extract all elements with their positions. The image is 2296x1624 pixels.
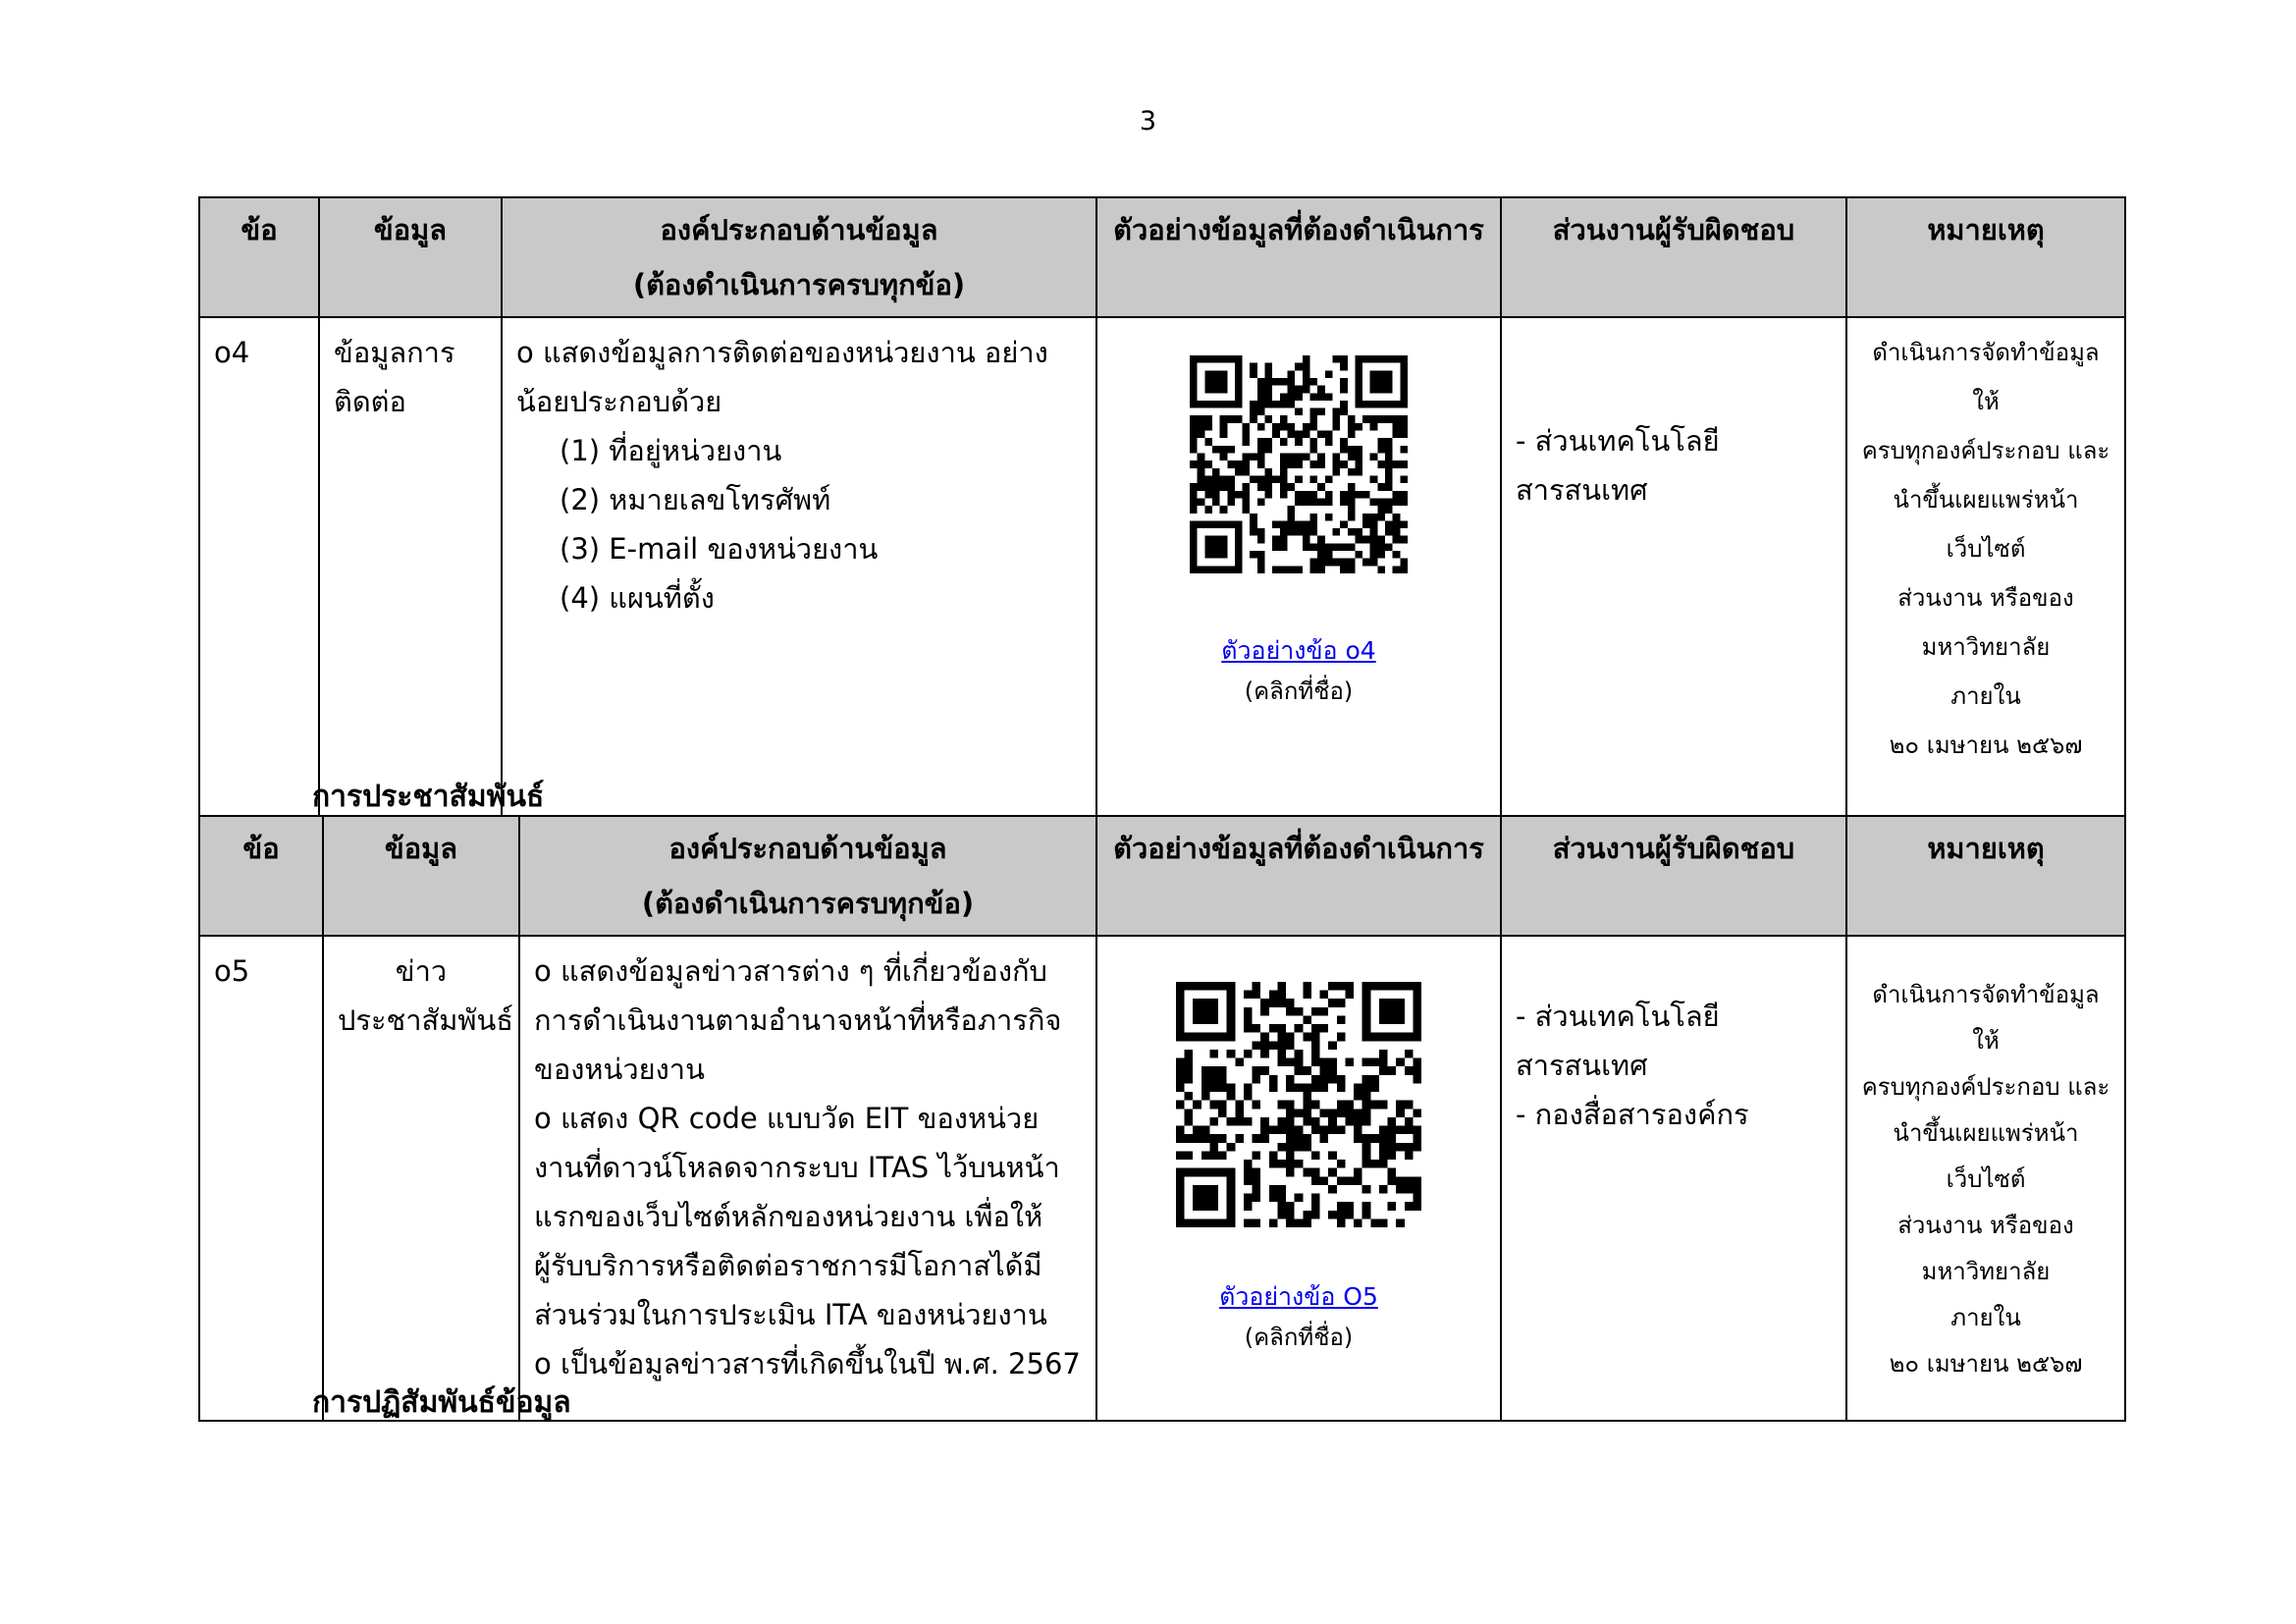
component-item: (2) หมายเลขโทรศัพท์	[560, 483, 831, 516]
responsible-unit: - ส่วนเทคโนโลยีสารสนเทศ	[1516, 1000, 1720, 1082]
row-component	[519, 936, 1096, 1421]
click-note: (คลิกที่ชื่อ)	[1244, 677, 1354, 705]
component-item: (4) แผนที่ตั้ง	[560, 581, 715, 615]
row-remark	[1846, 936, 2125, 1421]
click-note: (คลิกที่ชื่อ)	[1244, 1324, 1354, 1351]
table-header-row	[199, 816, 2125, 936]
responsible-unit: - ส่วนเทคโนโลยีสารสนเทศ	[1516, 424, 1720, 507]
header-no: ข้อ	[199, 816, 323, 936]
row-responsible	[1501, 317, 1846, 859]
remark-line: ครบทุกองค์ประกอบ และ	[1861, 1073, 2110, 1101]
header-component	[519, 816, 1096, 936]
row-info-line2: ติดต่อ	[334, 385, 406, 418]
header-component	[502, 197, 1096, 317]
remark-line: นำขึ้นเผยแพร่หน้าเว็บไซต์	[1893, 486, 2079, 563]
remark-line: ๒๐ เมษายน ๒๕๖๗	[1889, 1350, 2083, 1378]
component-item: (1) ที่อยู่หน่วยงาน	[560, 434, 782, 467]
row-example	[1096, 936, 1501, 1421]
table-row	[199, 936, 2125, 1421]
remark-line: นำขึ้นเผยแพร่หน้าเว็บไซต์	[1893, 1119, 2079, 1193]
remark-line: ภายใน	[1950, 682, 2021, 710]
remark-line: มหาวิทยาลัย	[1921, 633, 2051, 661]
header-remark: หมายเหตุ	[1846, 816, 2125, 936]
row-no: o5	[199, 936, 323, 1421]
component-item: (3) E-mail ของหน่วยงาน	[560, 532, 879, 566]
remark-line: ๒๐ เมษายน ๒๕๖๗	[1889, 731, 2083, 759]
remark-line: ภายใน	[1950, 1304, 2021, 1331]
component-paragraph: o เป็นข้อมูลข่าวสารที่เกิดขึ้นในปี พ.ศ. 2567	[534, 1347, 1081, 1380]
section-heading-interaction: การปฏิสัมพันธ์ข้อมูล	[312, 1385, 571, 1420]
remark-line: ดำเนินการจัดทำข้อมูลให้	[1872, 339, 2100, 415]
remark-line: ดำเนินการจัดทำข้อมูลให้	[1872, 981, 2100, 1055]
qr-code-icon	[1190, 355, 1408, 573]
header-component-line2: (ต้องดำเนินการครบทุกข้อ)	[632, 268, 966, 301]
row-info-line1: ข่าว	[395, 954, 448, 988]
remark-line: มหาวิทยาลัย	[1921, 1258, 2051, 1285]
requirements-table-2	[198, 815, 2126, 1422]
page-number: 3	[1139, 106, 1157, 136]
row-responsible	[1501, 936, 1846, 1421]
remark-line: ส่วนงาน หรือของ	[1897, 584, 2074, 612]
example-link-o5[interactable]: ตัวอย่างข้อ O5	[1219, 1282, 1378, 1311]
row-no: o4	[199, 317, 319, 859]
header-component-line2: (ต้องดำเนินการครบทุกข้อ)	[641, 887, 975, 920]
header-example: ตัวอย่างข้อมูลที่ต้องดำเนินการ	[1096, 197, 1501, 317]
row-component	[502, 317, 1096, 859]
remark-line: ครบทุกองค์ประกอบ และ	[1861, 437, 2110, 464]
component-paragraph: o แสดงข้อมูลข่าวสารต่าง ๆ ที่เกี่ยวข้องกับการดำเนินงานตามอำนาจหน้าที่หรือภารกิจของหน่วยงาน	[534, 954, 1062, 1086]
header-responsible: ส่วนงานผู้รับผิดชอบ	[1501, 197, 1846, 317]
header-component-line1: องค์ประกอบด้านข้อมูล	[660, 213, 938, 246]
component-paragraph: o แสดง QR code แบบวัด EIT ของหน่วยงานที่ดาวน์โหลดจากระบบ ITAS ไว้บนหน้าแรกของเว็บไซต์หลักของหน่วยงาน เพื่อให้ผู้รับบริการหรือติดต่อราชการมีโอกาสได้มีส่วนร่วมในการประเมิน ITA ของหน่วยงาน	[534, 1102, 1060, 1331]
requirements-table-1	[198, 196, 2126, 860]
qr-code-icon	[1176, 982, 1421, 1227]
component-intro: o แสดงข้อมูลการติดต่อของหน่วยงาน อย่างน้อยประกอบด้วย	[516, 336, 1048, 418]
responsible-unit: - กองสื่อสารองค์กร	[1516, 1098, 1749, 1131]
header-no: ข้อ	[199, 197, 319, 317]
table-header-row	[199, 197, 2125, 317]
example-link-o4[interactable]: ตัวอย่างข้อ o4	[1221, 636, 1376, 665]
header-example: ตัวอย่างข้อมูลที่ต้องดำเนินการ	[1096, 816, 1501, 936]
row-info-line2: ประชาสัมพันธ์	[338, 1003, 513, 1037]
header-info: ข้อมูล	[323, 816, 519, 936]
section-heading-pr: การประชาสัมพันธ์	[312, 780, 545, 814]
header-info: ข้อมูล	[319, 197, 502, 317]
header-responsible: ส่วนงานผู้รับผิดชอบ	[1501, 816, 1846, 936]
row-info	[323, 936, 519, 1421]
row-remark	[1846, 317, 2125, 859]
row-info-line1: ข้อมูลการ	[334, 336, 455, 369]
header-component-line1: องค์ประกอบด้านข้อมูล	[668, 832, 947, 865]
remark-line: ส่วนงาน หรือของ	[1897, 1212, 2074, 1239]
row-example	[1096, 317, 1501, 859]
header-remark: หมายเหตุ	[1846, 197, 2125, 317]
